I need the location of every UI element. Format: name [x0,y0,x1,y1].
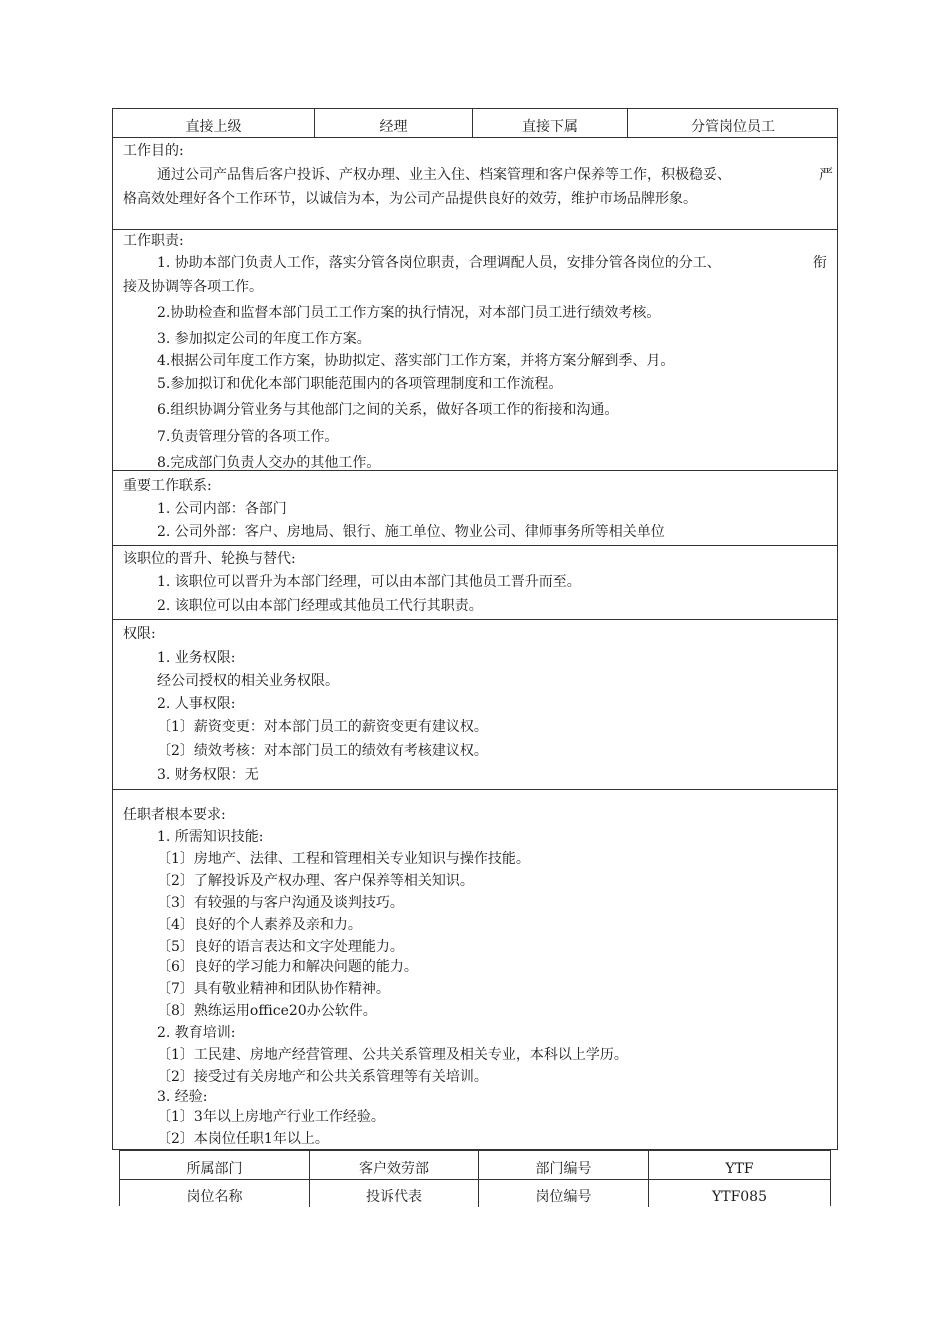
req-skill-5: 〔5〕良好的语言表达和文字处理能力。 [157,939,404,955]
header-row [113,109,837,138]
dept-code-value: YTF [725,1161,754,1177]
superior-label: 直接上级 [185,119,242,135]
duty-item-3: 3. 参加拟定公司的年度工作方案。 [157,331,371,347]
promotion-item-2: 2. 该职位可以由本部门经理或其他员工代行其职责。 [157,598,483,614]
duties-title: 工作职责: [123,233,184,249]
authority-item-2a: 〔1〕薪资变更：对本部门员工的薪资变更有建议权。 [157,719,488,735]
authority-item-2: 2. 人事权限: [157,696,236,712]
duty-item-8: 8.完成部门负责人交办的其他工作。 [157,455,381,469]
relation-item-1: 1. 公司内部：各部门 [157,501,287,517]
req-item-3: 3. 经验: [157,1089,208,1105]
purpose-title: 工作目的: [123,143,184,159]
divider [113,789,837,790]
req-exp-2: 〔2〕本岗位任职1年以上。 [157,1131,329,1147]
job-description-table [112,108,838,1150]
req-item-1: 1. 所需知识技能: [157,829,264,845]
next-job-header-table [119,1150,831,1206]
req-edu-1: 〔1〕工民建、房地产经营管理、公共关系管理及相关专业，本科以上学历。 [157,1047,628,1063]
duty-item-6: 6.组织协调分管业务与其他部门之间的关系，做好各项工作的衔接和沟通。 [157,402,619,418]
dept-value: 客户效劳部 [359,1161,429,1177]
req-skill-6: 〔6〕良好的学习能力和解决问题的能力。 [157,959,418,975]
duty-item-1: 1. 协助本部门负责人工作，落实分管各岗位职责，合理调配人员，安排分管各岗位的分工、 [157,255,721,271]
req-skill-1: 〔1〕房地产、法律、工程和管理相关专业知识与操作技能。 [157,851,530,867]
relations-title: 重要工作联系: [123,478,212,494]
duty-item-2: 2.协助检查和监督本部门员工工作方案的执行情况，对本部门员工进行绩效考核。 [157,305,661,321]
divider [113,229,837,230]
authority-item-1: 1. 业务权限: [157,650,236,666]
duty-item-5: 5.参加拟订和优化本部门职能范围内的各项管理制度和工作流程。 [157,376,563,392]
post-code-label: 岗位编号 [535,1189,592,1205]
superior-value: 经理 [379,119,408,135]
req-skill-4: 〔4〕良好的个人素养及亲和力。 [157,917,362,933]
post-code-value: YTF085 [711,1189,767,1205]
req-skill-7: 〔7〕具有敬业精神和团队协作精神。 [157,981,390,997]
dept-label: 所属部门 [186,1161,243,1177]
req-skill-2: 〔2〕了解投诉及产权办理、客户保养等相关知识。 [157,873,474,889]
requirements-title: 任职者根本要求: [123,807,226,823]
authority-item-1-detail: 经公司授权的相关业务权限。 [157,673,339,689]
authority-item-3: 3. 财务权限：无 [157,767,259,783]
purpose-line1-tail: 严 [819,167,833,183]
authority-title: 权限: [123,626,156,642]
relation-item-2: 2. 公司外部：客户、房地局、银行、施工单位、物业公司、律师事务所等相关单位 [157,524,665,540]
authority-item-2b: 〔2〕绩效考核：对本部门员工的绩效有考核建议权。 [157,743,488,759]
req-exp-1: 〔1〕3年以上房地产行业工作经验。 [157,1109,385,1125]
post-label: 岗位名称 [186,1189,243,1205]
req-skill-3: 〔3〕有较强的与客户沟通及谈判技巧。 [157,895,404,911]
subordinate-label: 直接下属 [522,119,578,135]
duty-item-1-cont: 接及协调等各项工作。 [123,279,263,295]
req-skill-8: 〔8〕熟练运用office20办公软件。 [157,1003,377,1019]
duty-item-7: 7.负责管理分管的各项工作。 [157,429,339,445]
duty-item-1-tail: 衔 [813,255,827,271]
req-item-2: 2. 教育培训: [157,1025,236,1041]
dept-code-label: 部门编号 [535,1161,592,1177]
promotion-title: 该职位的晋升、轮换与替代: [123,551,296,567]
req-edu-2: 〔2〕接受过有关房地产和公共关系管理等有关培训。 [157,1069,488,1085]
purpose-line2: 格高效处理好各个工作环节，以诚信为本，为公司产品提供良好的效劳，维护市场品牌形象。 [123,191,697,207]
duty-item-4: 4.根据公司年度工作方案，协助拟定、落实部门工作方案，并将方案分解到季、月。 [157,353,675,369]
purpose-line1: 通过公司产品售后客户投诉、产权办理、业主入住、档案管理和客户保养等工作，积极稳妥、 [157,167,731,183]
subordinate-value: 分管岗位员工 [691,119,775,135]
divider [113,470,837,471]
divider [113,545,837,546]
divider [113,619,837,620]
post-value: 投诉代表 [366,1189,422,1205]
promotion-item-1: 1. 该职位可以晋升为本部门经理，可以由本部门其他员工晋升而至。 [157,574,581,590]
